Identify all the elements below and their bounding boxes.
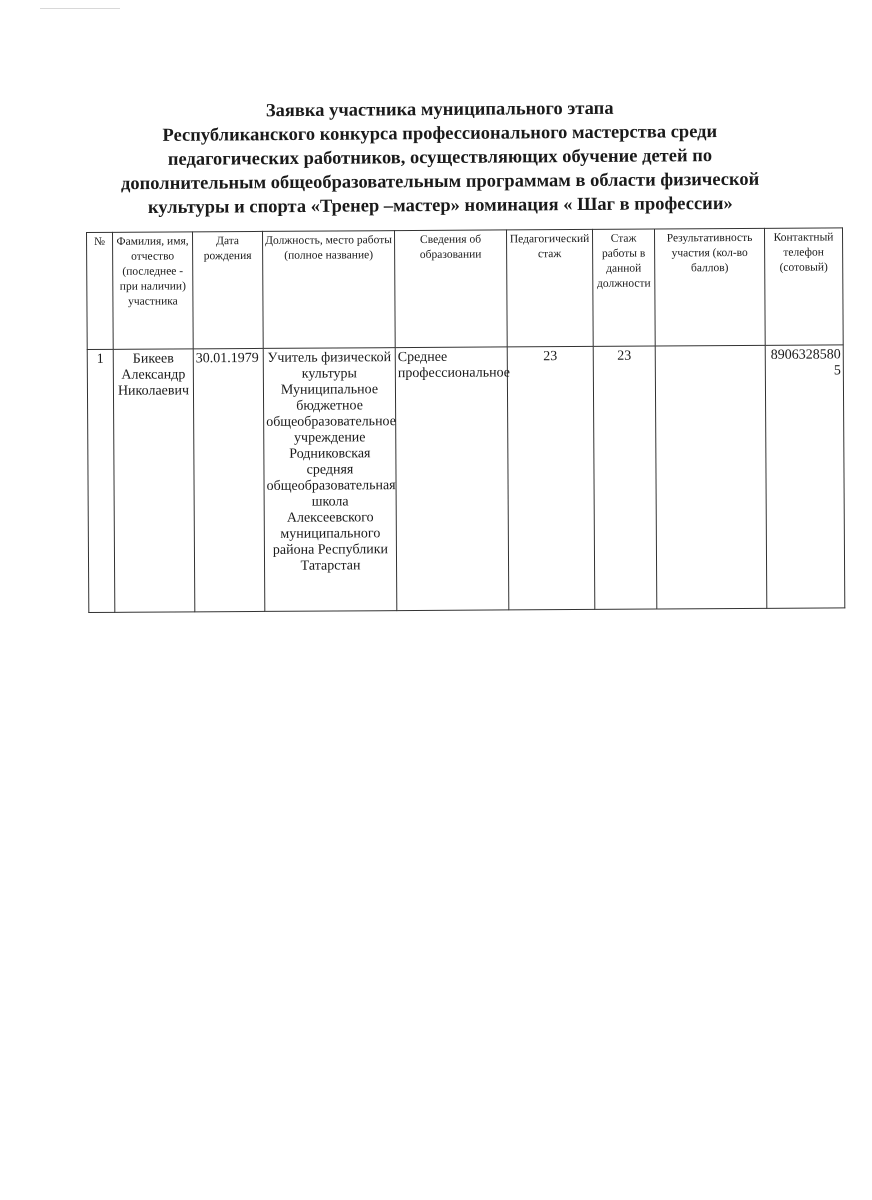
cell-birth-date: 30.01.1979 (193, 348, 265, 611)
cell-result (655, 345, 767, 609)
title-line: дополнительным общеобразовательным программам в области физической (120, 169, 760, 195)
cell-position-experience: 23 (593, 346, 657, 609)
header-ped-experience: Педагогический стаж (506, 229, 593, 347)
table-row (87, 345, 845, 613)
title-line: педагогических работников, осуществляющих обучение детей по (167, 146, 713, 170)
document-title (90, 96, 791, 221)
cell-number: 1 (87, 349, 115, 612)
cell-position: Учитель физической культуры Муниципальное бюджетное общеобразовательное учреждение Родниковская средняя общеобразовательная школа Алексеевского муниципального района Республики Татарстан (263, 348, 397, 612)
title-line: Республиканского конкурса профессионального мастерства среди (162, 122, 718, 146)
header-name: Фамилия, имя, отчество (последнее - при наличии) участника (113, 232, 194, 349)
cell-education: Среднее профессиональное (395, 347, 509, 611)
header-position: Должность, место работы (полное название) (262, 231, 395, 349)
title-line: культуры и спорта «Тренер –мастер» номинация « Шаг в професcии» (147, 193, 733, 219)
header-birth-date: Дата рождения (193, 231, 264, 348)
header-education: Сведения об образовании (394, 230, 507, 348)
cell-ped-experience: 23 (507, 346, 595, 610)
title-line: Заявка участника муниципального этапа (265, 98, 614, 122)
table-header-row (87, 228, 844, 350)
header-phone: Контактный телефон (сотовый) (764, 228, 843, 345)
header-position-experience: Стаж работы в данной должности (592, 229, 655, 346)
cell-phone: 89063285805 (765, 345, 845, 608)
header-result: Результативность участия (кол-во баллов) (654, 228, 765, 346)
scan-edge-mark (40, 8, 120, 9)
header-number: № (87, 232, 114, 349)
cell-name: Бикеев Александр Николаевич (113, 349, 195, 612)
application-table (86, 227, 845, 613)
